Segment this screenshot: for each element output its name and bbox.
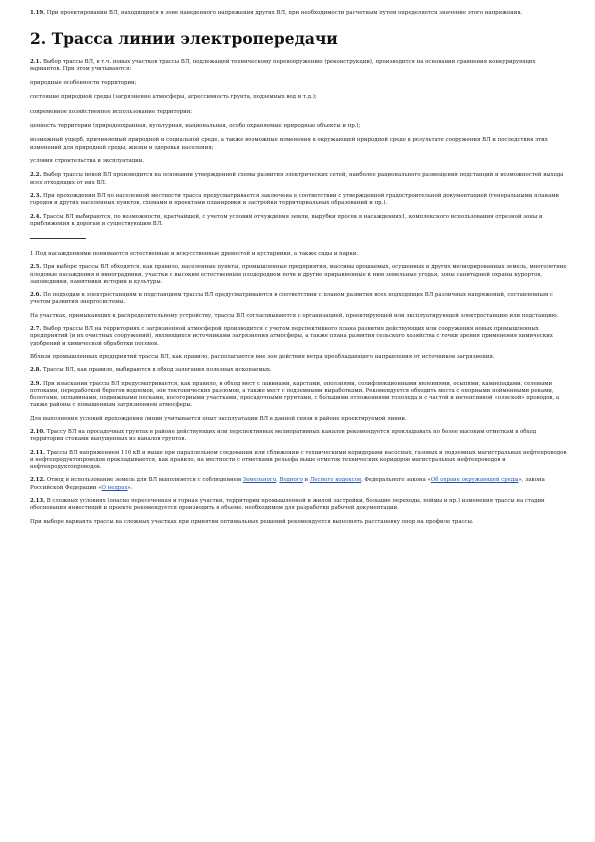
paragraph-text: Отвод и использование земель для ВЛ выполняется с соблюдением bbox=[46, 477, 243, 484]
paragraph-text: Трассу ВЛ на просадочных грунтах в районе действующих или перспективных мелиоративных каналов рекомендуется прокладывать по более высоким отметкам в обход территории стоками выпущенных из каналов грунтов. bbox=[30, 429, 537, 443]
environment-law-link[interactable]: Об охране окружающей среды bbox=[430, 477, 519, 484]
paragraph-2-13 bbox=[30, 498, 568, 512]
paragraph-text: При выборе трассы ВЛ обходятся, как правило, населенные пункты, промышленные предприятия, массивы орошаемых, осушенных и других мелиорированных земель, многолетние плодовые насаждения и виноградники, участки с высоким естественным плодородием почв и другие приравненные к ним земельные угодья, зоны санитарной охраны курортов, заповедники, памятники истории и культуры. bbox=[30, 264, 567, 285]
paragraph-2-1 bbox=[30, 59, 568, 73]
section-heading: 2. Трасса линии электропередачи bbox=[30, 29, 338, 49]
clause-number: 2.9. bbox=[30, 380, 42, 387]
water-code-link[interactable]: Водного bbox=[279, 477, 303, 484]
separator: и bbox=[302, 477, 310, 484]
forest-code-link[interactable]: Лесного кодексов bbox=[309, 477, 361, 484]
paragraph-text: В сложных условиях (опасно пересеченная и горная участки, территории промышленной и жилой застройки, большие переходы, поймы и пр.) изменения трассы на стадии обоснования инвестиций и проекте рекомендуется производить в объеме, необходимом для разработки рабочей документации. bbox=[30, 498, 545, 512]
paragraph-text: При прохождении ВЛ по населенной местности трасса предусматривается заключена в соответствии с утвержденной градостроительной документацией (генеральными планами городов и других населенных пунктов, схемами и проектами планировки и застройки территориальных образований и пр.). bbox=[30, 192, 559, 207]
clause-number: 2.6. bbox=[30, 292, 42, 299]
paragraph-2-11 bbox=[30, 450, 568, 472]
paragraph-2-9-continued: Для выполнения условий прохождения линии учитывается опыт эксплуатации ВЛ в данной связи в районе проектируемой линии. bbox=[30, 415, 407, 422]
clause-number: 2.11. bbox=[30, 449, 46, 456]
paragraph-2-6 bbox=[30, 292, 568, 306]
paragraph-2-7-continued: Вблизи промышленных предприятий трассы ВЛ, как правило, располагаются вне зон действия ветра преобладающего направления от источников загрязнения. bbox=[30, 353, 495, 360]
paragraph-text: , Федерального закона « bbox=[360, 477, 431, 484]
clause-number: 2.2. bbox=[30, 172, 42, 179]
paragraph-2-8 bbox=[30, 367, 568, 374]
clause-number: 2.13. bbox=[30, 498, 46, 505]
clause-number: 1.19. bbox=[30, 10, 46, 16]
paragraph-text: ». bbox=[127, 484, 133, 491]
clause-number: 2.10. bbox=[30, 429, 46, 436]
footnote-divider bbox=[30, 238, 86, 239]
subsoil-law-link[interactable]: О недрах bbox=[101, 484, 128, 491]
paragraph-1-19 bbox=[30, 10, 568, 17]
paragraph-2-13-continued: При выборе варианта трассы на сложных участках при принятии оптимальных решений рекомендуется выполнять расстановку опор на профиле трассы. bbox=[30, 518, 474, 525]
paragraph-2-6-continued: На участках, примыкающих к распределительному устройству, трассы ВЛ согласовываются с организацией, проектирующей или эксплуатирующей электростанцию или подстанцию. bbox=[30, 312, 559, 319]
list-item: современное хозяйственное использование территории; bbox=[30, 108, 193, 115]
land-code-link[interactable]: Земельного bbox=[242, 477, 276, 484]
clause-number: 2.7. bbox=[30, 326, 42, 333]
paragraph-2-2 bbox=[30, 172, 568, 186]
footnote: 1 Под насаждениями понимаются естественные и искусственные древостой и кустарники, а также сады и парки. bbox=[30, 250, 359, 257]
paragraph-text: Выбор трассы ВЛ на территориях с загрязненной атмосферой производится с учетом перспективного плана развития действующих или сооружения новых промышленных предприятий (и их очистных сооружений), являющихся источниками загрязнения атмосферы, а также плана развития сельского хозяйства с точки зрения применения химических удобрений и химической обработки посевов. bbox=[30, 326, 553, 347]
list-item: состояние природной среды (загрязнение атмосферы, агрессивность грунта, подземных вод и т.д.); bbox=[30, 94, 317, 101]
clause-number: 2.12. bbox=[30, 477, 46, 484]
paragraph-text: При проектировании ВЛ, находящихся в зоне наведенного напряжения других ВЛ, при необходимости расчетным путем определяется значение этого напряжения. bbox=[46, 10, 523, 16]
paragraph-text: При изыскании трассы ВЛ предусматривается, как правило, в обход мест с лавинами, карстами, оползнями, солифлюкционными явлениями, осыпями, камнепадами, селевыми потоками, переработкой берегов водоемов, зон тектонических разломов, а также мест с подземными выработками. Рекомендуется обходить места с опорными пойменными реками, болотами, оплывинами, подвижными песками, косогорными участками, просадочными грунтами, с большими отложениями гололеда и с частой и интенсивной «пляской» проводов, а также районы с повышенным загрязнением атмосферы. bbox=[30, 380, 560, 409]
list-item: ценность территории (природоохранная, культурная, национальная, особо охраняемые природные объекты и пр.); bbox=[30, 122, 361, 129]
paragraph-2-3 bbox=[30, 193, 568, 207]
paragraph-2-4 bbox=[30, 214, 568, 228]
paragraph-text: Трассы ВЛ напряжением 110 кВ и выше при параллельном следовании или сближении с техническими коридорами насосных, газовых и подземных магистральных нефтепроводов и нефтепродуктопроводов прокладываются, как правило, на местности с отметками рельефа выше отметок технических коридоров магистральных нефтепроводов и нефтепродуктопроводов. bbox=[30, 449, 567, 471]
list-item: возможный ущерб, причиняемый природной и социальной среде, а также возможные изменения в окружающей природной среде в результате сооружения ВЛ и последствия этих изменений для природной среды, жизни и здоровья населения; bbox=[30, 137, 548, 151]
paragraph-text: Трассы ВЛ, как правило, выбираются в обход залегания полезных ископаемых. bbox=[42, 367, 272, 374]
paragraph-2-12 bbox=[30, 477, 568, 491]
paragraph-2-5 bbox=[30, 264, 568, 286]
clause-number: 2.3. bbox=[30, 192, 42, 199]
paragraph-2-10 bbox=[30, 429, 568, 443]
list-item: условия строительства и эксплуатации. bbox=[30, 157, 145, 164]
clause-number: 2.8. bbox=[30, 367, 42, 374]
list-item: природные особенности территории; bbox=[30, 79, 137, 86]
clause-number: 2.4. bbox=[30, 213, 42, 220]
clause-number: 2.5. bbox=[30, 264, 42, 271]
paragraph-2-7 bbox=[30, 326, 568, 348]
paragraph-text: Выбор трассы ВЛ, в т.ч. новых участков трассы ВЛ, подлежащей техническому перевооружению (реконструкции), производится на основании сравнения конкурирующих вариантов. При этом учитываются: bbox=[30, 59, 536, 73]
paragraph-text: Трассы ВЛ выбираются, по возможности, кратчайшей, с учетом условий отчуждения земли, вырубки просек в насаждениях1, комплексного использования отрезной зоны и приближения к дорогам и существующим ВЛ. bbox=[30, 213, 543, 227]
document-body bbox=[30, 10, 568, 532]
separator: , bbox=[275, 477, 280, 484]
clause-number: 2.1. bbox=[30, 59, 42, 66]
paragraph-text: », закона Российской Федерации « bbox=[30, 477, 545, 491]
paragraph-text: Выбор трассы новой ВЛ производится на основании утвержденной схемы развития электрических сетей, наиболее рационального размещения подстанций и возможностей выхода всех отходящих от них ВЛ. bbox=[30, 172, 564, 186]
paragraph-text: По подходам к электростанциям и подстанциям трассы ВЛ предусматриваются в соответствии с планом развития всех подходящих ВЛ различных напряжений, составленным с учетом развития энергосистемы. bbox=[30, 292, 553, 306]
paragraph-2-9 bbox=[30, 381, 568, 410]
